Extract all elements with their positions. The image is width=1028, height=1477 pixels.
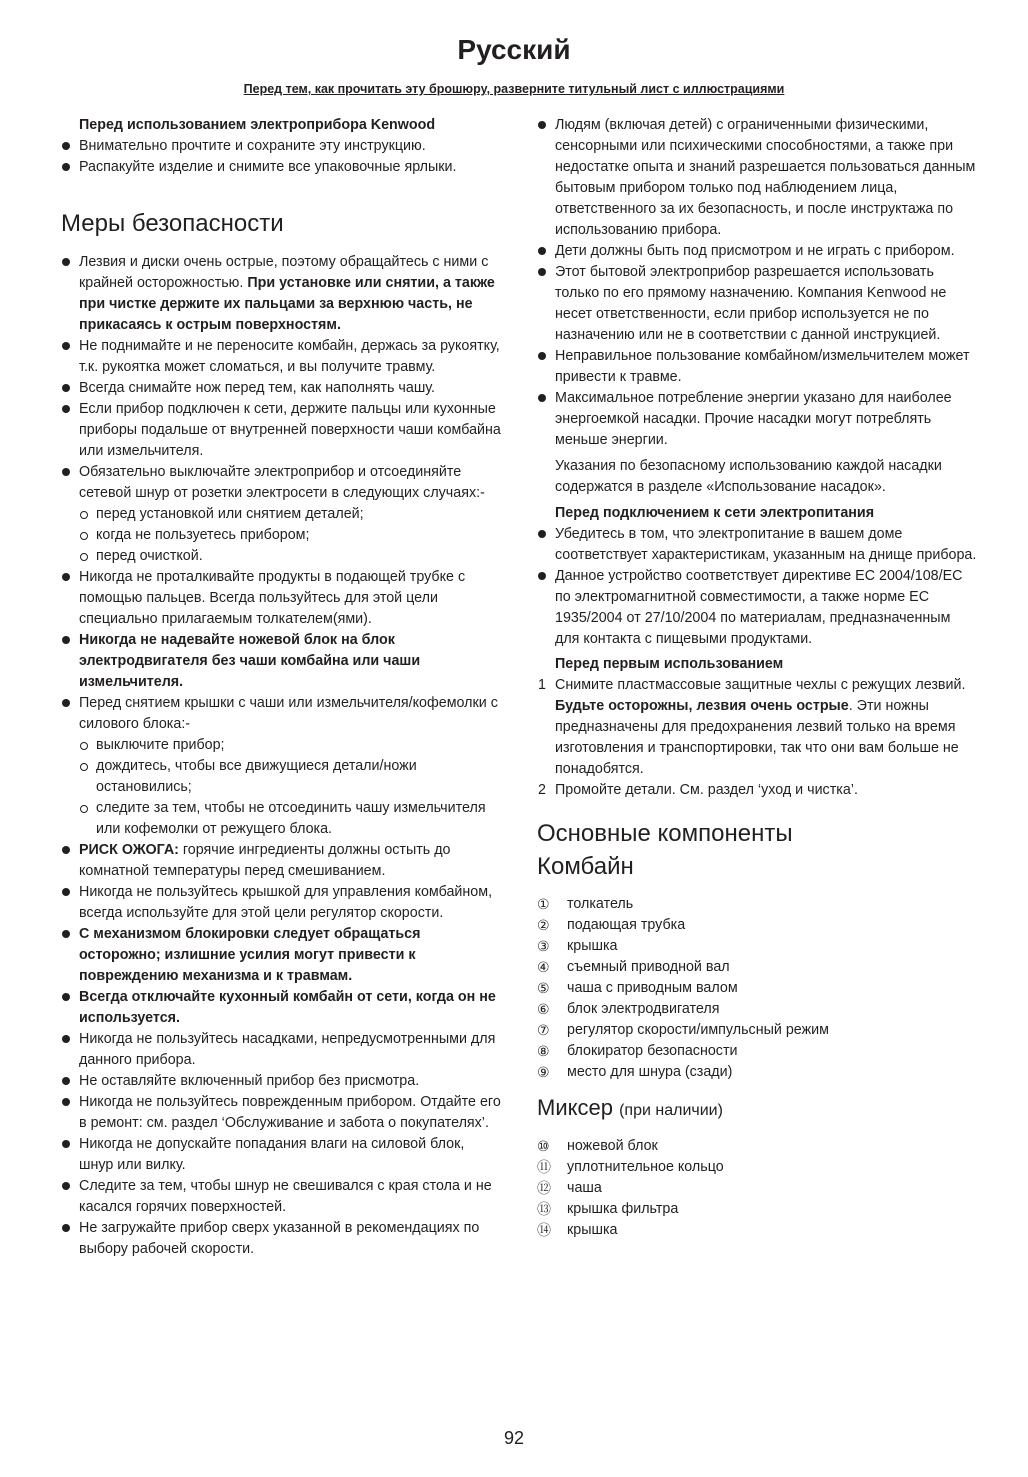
- attachments-note: Указания по безопасному использованию каждой насадки содержатся в разделе «Использование насадок».: [555, 458, 942, 495]
- power-heading: Перед подключением к сети электропитания: [555, 505, 875, 521]
- safety-item: Неправильное пользование комбайном/измельчителем может привести к травме.: [537, 346, 977, 388]
- safety-item: Людям (включая детей) с ограниченными физическими, сенсорными или психическими способностями, а также при недостатке опыта и знаний разрешается пользоваться данным бытовым прибором только под наблюдением лица, ответственного за их безопасность, и после инструктажа по использованию прибора.: [537, 115, 977, 241]
- safety-subitem: когда не пользуетесь прибором;: [79, 525, 501, 546]
- left-column: [61, 115, 501, 1260]
- safety-item: Не поднимайте и не переносите комбайн, держась за рукоятку, т.к. рукоятка может сломаться, и вы получите травму.: [61, 336, 501, 378]
- right-column: [537, 115, 977, 1241]
- safety-item: Не оставляйте включенный прибор без присмотра.: [61, 1071, 501, 1092]
- safety-item: Следите за тем, чтобы шнур не свешивался с края стола и не касался горячих поверхностей.: [61, 1176, 501, 1218]
- safety-item: Никогда не пользуйтесь поврежденным прибором. Отдайте его в ремонт: см. раздел ‘Обслуживание и забота о покупателях’.: [61, 1092, 501, 1134]
- safety-item: Максимальное потребление энергии указано для наиболее энергоемкой насадки. Прочие насадки могут потреблять меньше энергии.: [537, 388, 977, 451]
- safety-item: Никогда не допускайте попадания влаги на силовой блок, шнур или вилку.: [61, 1134, 501, 1176]
- intro-list: [61, 136, 501, 178]
- page-title: Русский: [457, 34, 571, 65]
- component-label: крышка фильтра: [567, 1201, 679, 1217]
- component-item: [537, 1199, 977, 1220]
- safety-item: Лезвия и диски очень острые, поэтому обращайтесь с ними с крайней осторожностью. При установке или снятии, а также при чистке держите их пальцами за верхнюю часть, не прикасаясь к острым поверхностям.: [61, 252, 501, 336]
- safety-subitem: следите за тем, чтобы не отсоединить чашу измельчителя или кофемолки от режущего блока.: [79, 798, 501, 840]
- component-item: [537, 957, 977, 978]
- first-use-heading: Перед первым использованием: [555, 656, 784, 672]
- component-label: ножевой блок: [567, 1138, 658, 1154]
- component-number: ⑥: [537, 1001, 550, 1017]
- component-label: блок электродвигателя: [567, 1001, 720, 1017]
- component-label: блокиратор безопасности: [567, 1043, 738, 1059]
- safety-item: Всегда отключайте кухонный комбайн от сети, когда он не используется.: [61, 987, 501, 1029]
- component-number: ⑫: [537, 1180, 551, 1196]
- first-use-step: 1 Снимите пластмассовые защитные чехлы с режущих лезвий. Будьте осторожны, лезвия очень острые. Эти ножны предназначены для предохранения лезвий только на время изготовления и транспортировки, так что они вам больше не понадобятся.: [538, 677, 966, 777]
- component-item: [537, 1136, 977, 1157]
- power-item: Данное устройство соответствует директиве ЕС 2004/108/EC по электромагнитной совместимости, а также норме ЕС 1935/2004 от 27/10/2004 по материалам, предназначенным для контакта с пищевыми продуктами.: [537, 566, 977, 650]
- kombain-parts-list: [537, 894, 977, 1083]
- safety-item: Перед снятием крышки с чаши или измельчителя/кофемолки с силового блока:- выключите прибор; дождитесь, чтобы все движущиеся детали/ножи остановились; следите за тем, чтобы не отсоединить чашу измельчителя или кофемолки от режущего блока.: [61, 693, 501, 840]
- components-title: Основные компоненты: [537, 820, 793, 847]
- page-subtitle: Перед тем, как прочитать эту брошюру, разверните титульный лист с иллюстрациями: [243, 82, 785, 96]
- safety-item: Никогда не проталкивайте продукты в подающей трубке с помощью пальцев. Всегда пользуйтесь для этой цели специально прилагаемым толкателем(ями).: [61, 567, 501, 630]
- power-item: Убедитесь в том, что электропитание в вашем доме соответствует характеристикам, указанным на днище прибора.: [537, 524, 977, 566]
- component-number: ④: [537, 959, 550, 975]
- component-label: съемный приводной вал: [567, 959, 730, 975]
- component-number: ⑦: [537, 1022, 550, 1038]
- component-number: ②: [537, 917, 550, 933]
- component-label: регулятор скорости/импульсный режим: [567, 1022, 829, 1038]
- component-number: ⑤: [537, 980, 550, 996]
- page-number: 92: [503, 1428, 525, 1448]
- component-item: [537, 936, 977, 957]
- mixer-title: Миксер (при наличии): [537, 1095, 723, 1120]
- component-label: крышка: [567, 938, 618, 954]
- safety-item: Никогда не пользуйтесь крышкой для управления комбайном, всегда используйте для этой цели регулятор скорости.: [61, 882, 501, 924]
- mixer-parts-list: [537, 1136, 977, 1241]
- component-number: ⑩: [537, 1138, 550, 1154]
- component-item: [537, 1178, 977, 1199]
- component-number: ⑧: [537, 1043, 550, 1059]
- safety-list: [61, 252, 501, 1260]
- safety-item: Всегда снимайте нож перед тем, как наполнять чашу.: [61, 378, 501, 399]
- component-item: [537, 894, 977, 915]
- first-use-step: 2 Промойте детали. См. раздел ‘уход и чистка’.: [538, 782, 858, 798]
- safety-title: Меры безопасности: [61, 210, 284, 237]
- component-item: [537, 1041, 977, 1062]
- intro-item: Распакуйте изделие и снимите все упаковочные ярлыки.: [61, 157, 501, 178]
- safety-sublist: [79, 504, 501, 567]
- component-item: [537, 1220, 977, 1241]
- safety-item: Дети должны быть под присмотром и не играть с прибором.: [537, 241, 977, 262]
- component-label: чаша: [567, 1180, 602, 1196]
- safety-item: Этот бытовой электроприбор разрешается использовать только по его прямому назначению. Компания Kenwood не несет ответственности, если прибор используется не по назначению или не в соответствии с данной инструкцией.: [537, 262, 977, 346]
- component-item: [537, 978, 977, 999]
- kombain-title: Комбайн: [537, 853, 634, 880]
- component-item: [537, 999, 977, 1020]
- component-label: подающая трубка: [567, 917, 686, 933]
- safety-item: Не загружайте прибор сверх указанной в рекомендациях по выбору рабочей скорости.: [61, 1218, 501, 1260]
- safety-item: Обязательно выключайте электроприбор и отсоединяйте сетевой шнур от розетки электросети в следующих случаях:- перед установкой или снятием деталей; когда не пользуетесь прибором; перед очисткой.: [61, 462, 501, 567]
- component-number: ⑬: [537, 1201, 551, 1217]
- safety-subitem: перед установкой или снятием деталей;: [79, 504, 501, 525]
- intro-heading: Перед использованием электроприбора Kenwood: [79, 117, 436, 133]
- component-label: крышка: [567, 1222, 618, 1238]
- component-item: [537, 1157, 977, 1178]
- component-number: ③: [537, 938, 550, 954]
- safety-sublist: [79, 735, 501, 840]
- component-label: место для шнура (сзади): [567, 1064, 733, 1080]
- power-list: [537, 524, 977, 650]
- component-number: ⑪: [537, 1159, 551, 1175]
- safety-item: РИСК ОЖОГА: горячие ингредиенты должны остыть до комнатной температуры перед смешиванием.: [61, 840, 501, 882]
- safety-subitem: выключите прибор;: [79, 735, 501, 756]
- safety-item: Никогда не надевайте ножевой блок на блок электродвигателя без чаши комбайна или чаши измельчителя.: [61, 630, 501, 693]
- safety-item: Никогда не пользуйтесь насадками, непредусмотренными для данного прибора.: [61, 1029, 501, 1071]
- safety-subitem: дождитесь, чтобы все движущиеся детали/ножи остановились;: [79, 756, 501, 798]
- component-item: [537, 915, 977, 936]
- component-label: уплотнительное кольцо: [567, 1159, 724, 1175]
- component-item: [537, 1062, 977, 1083]
- component-number: ①: [537, 896, 550, 912]
- safety-list-continued: [537, 115, 977, 451]
- first-use-list: [537, 675, 977, 801]
- component-label: толкатель: [567, 896, 634, 912]
- intro-item: Внимательно прочтите и сохраните эту инструкцию.: [61, 136, 501, 157]
- safety-subitem: перед очисткой.: [79, 546, 501, 567]
- safety-item: С механизмом блокировки следует обращаться осторожно; излишние усилия могут привести к повреждению механизма и к травмам.: [61, 924, 501, 987]
- component-label: чаша с приводным валом: [567, 980, 738, 996]
- component-item: [537, 1020, 977, 1041]
- component-number: ⑨: [537, 1064, 550, 1080]
- component-number: ⑭: [537, 1222, 551, 1238]
- safety-item: Если прибор подключен к сети, держите пальцы или кухонные приборы подальше от внутренней поверхности чаши комбайна или измельчителя.: [61, 399, 501, 462]
